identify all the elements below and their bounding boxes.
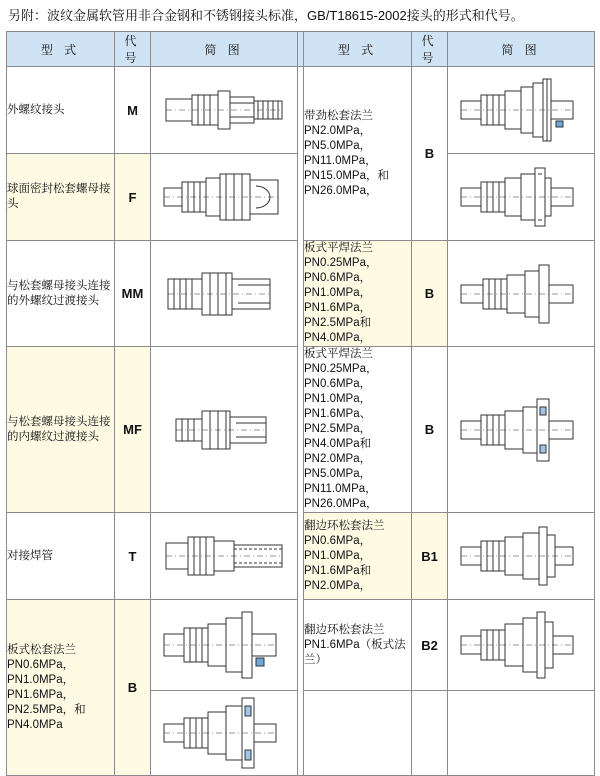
right-figure-2-plate-flat-weld-flange-icon	[448, 347, 595, 513]
right-filler-code	[412, 691, 448, 776]
left-figure-4-butt-weld-pipe-icon	[151, 513, 298, 600]
right-type-0: 带劲松套法兰 PN2.0MPa，PN5.0MPa，PN11.0MPa，PN15.0MPa，和 PN26.0MPa，	[304, 67, 412, 241]
left-code-2: MM	[115, 241, 151, 347]
right-code-0: B	[412, 67, 448, 241]
right-type-1: 板式平焊法兰 PN0.25MPa，PN0.6MPa，PN1.0MPa，PN1.6MPa，PN2.5MPa和PN4.0MPa，	[304, 241, 412, 347]
header-figure-right: 简 图	[448, 32, 595, 67]
left-type-1: 球面密封松套螺母接头	[7, 154, 115, 241]
right-code-3: B1	[412, 513, 448, 600]
left-code-1: F	[115, 154, 151, 241]
left-figure-2-male-transition-fitting-icon	[151, 241, 298, 347]
table-row	[7, 67, 595, 154]
left-figure-0-male-thread-fitting-icon	[151, 67, 298, 154]
left-figure-5b-plate-loose-flange-icon	[151, 691, 298, 776]
header-code-right: 代 号	[412, 32, 448, 67]
left-code-3: MF	[115, 347, 151, 513]
right-figure-0a-ribbed-loose-flange-icon	[448, 67, 595, 154]
left-type-3: 与松套螺母接头连接的内螺纹过渡接头	[7, 347, 115, 513]
right-figure-1-plate-flat-weld-flange-icon	[448, 241, 595, 347]
header-type-right: 型 式	[304, 32, 412, 67]
right-code-1: B	[412, 241, 448, 347]
left-code-5: B	[115, 600, 151, 776]
left-type-5: 板式松套法兰 PN0.6MPa，PN1.0MPa，PN1.6MPa，PN2.5MPa，和PN4.0MPa	[7, 600, 115, 776]
left-code-4: T	[115, 513, 151, 600]
header-type-left: 型 式	[7, 32, 115, 67]
header-figure-left: 简 图	[151, 32, 298, 67]
left-type-2: 与松套螺母接头连接的外螺纹过渡接头	[7, 241, 115, 347]
right-figure-3-lap-joint-flange-icon	[448, 513, 595, 600]
right-type-2: 板式平焊法兰 PN0.25MPa，PN0.6MPa，PN1.0MPa，PN1.6MPa、PN2.5MPa，PN4.0MPa和PN2.0MPa，PN5.0MPa，PN11.0MPa，PN26.0MPa，	[304, 347, 412, 513]
left-figure-1-spherical-seal-union-nut-icon	[151, 154, 298, 241]
right-code-4: B2	[412, 600, 448, 691]
left-type-0: 外螺纹接头	[7, 67, 115, 154]
table-header-row	[7, 32, 595, 67]
left-figure-5a-plate-loose-flange-icon	[151, 600, 298, 691]
right-figure-4-lap-joint-flange-icon	[448, 600, 595, 691]
right-filler-figure	[448, 691, 595, 776]
fitting-types-table	[6, 31, 595, 776]
right-code-2: B	[412, 347, 448, 513]
page-title: 另附：波纹金属软管用非合金钢和不锈钢接头标准，GB/T18615-2002接头的形式和代号。	[8, 8, 524, 23]
right-type-3: 翻边环松套法兰 PN0.6MPa，PN1.0MPa，PN1.6MPa和PN2.0MPa，	[304, 513, 412, 600]
right-figure-0b-ribbed-loose-flange-icon	[448, 154, 595, 241]
right-type-4: 翻边环松套法兰 PN1.6MPa（板式法兰）	[304, 600, 412, 691]
left-type-4: 对接焊管	[7, 513, 115, 600]
header-code-left: 代 号	[115, 32, 151, 67]
left-figure-3-female-transition-fitting-icon	[151, 347, 298, 513]
right-filler-type	[304, 691, 412, 776]
left-code-0: M	[115, 67, 151, 154]
